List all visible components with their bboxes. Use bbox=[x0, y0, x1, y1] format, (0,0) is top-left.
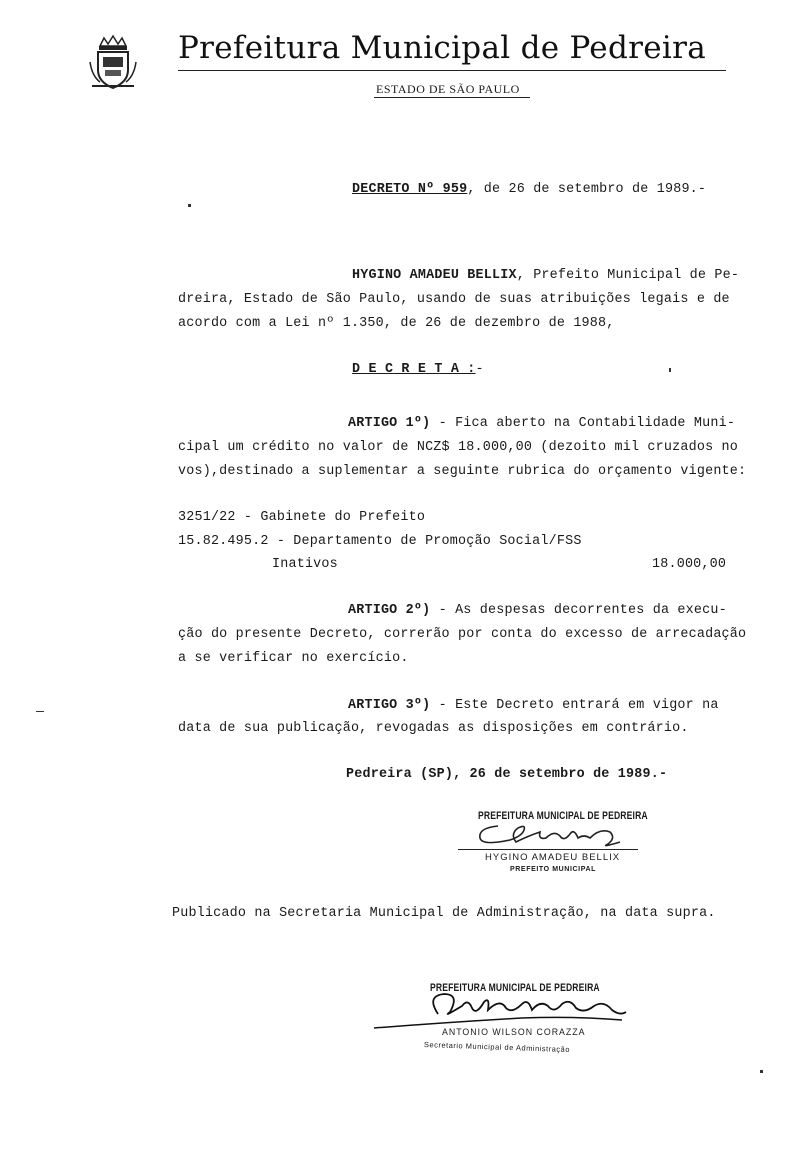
artigo1-label: ARTIGO 1º) bbox=[348, 416, 431, 431]
artigo1-line-2: cipal um crédito no valor de NCZ$ 18.000,00 (dezoito mil cruzados no bbox=[178, 440, 739, 455]
scan-speck bbox=[760, 1070, 763, 1073]
page-title: Prefeitura Municipal de Pedreira bbox=[178, 30, 706, 66]
signature1-role: PREFEITO MUNICIPAL bbox=[510, 866, 596, 873]
signature1-name: HYGINO AMADEU BELLIX bbox=[485, 852, 621, 863]
artigo1-line-1 bbox=[348, 416, 735, 431]
publication-note: Publicado na Secretaria Municipal de Administração, na data supra. bbox=[172, 906, 716, 921]
artigo3-label: ARTIGO 3º) bbox=[348, 698, 431, 713]
preamble-line-1 bbox=[352, 268, 739, 283]
decreta-tail: - bbox=[475, 362, 484, 377]
decree-date: , de 26 de setembro de 1989.- bbox=[467, 182, 707, 197]
coat-of-arms-icon bbox=[86, 32, 140, 92]
artigo2-line-1-text: - As despesas decorrentes da execu- bbox=[430, 603, 727, 618]
artigo3-line-1-text: - Este Decreto entrará em vigor na bbox=[430, 698, 719, 713]
decreta-heading bbox=[352, 362, 484, 377]
title-rule bbox=[178, 70, 726, 71]
artigo1-line-1-text: - Fica aberto na Contabilidade Muni- bbox=[430, 416, 736, 431]
signature2-handwritten-signature bbox=[372, 986, 632, 1032]
scan-speck bbox=[36, 711, 44, 712]
artigo3-line-2: data de sua publicação, revogadas as disposições em contrário. bbox=[178, 721, 689, 736]
artigo2-line-1 bbox=[348, 603, 727, 618]
signature1-stamp-header: PREFEITURA MUNICIPAL DE PEDREIRA bbox=[478, 810, 648, 822]
artigo1-line-3: vos),destinado a suplementar a seguinte rubrica do orçamento vigente: bbox=[178, 464, 747, 479]
decree-line bbox=[352, 182, 706, 197]
state-underline bbox=[374, 97, 530, 98]
state-subtitle: ESTADO DE SÃO PAULO bbox=[376, 82, 520, 96]
signature1-handwritten-signature bbox=[470, 820, 640, 850]
preamble-line-1-text: , Prefeito Municipal de Pe- bbox=[516, 268, 740, 283]
budget-row-3-label: Inativos bbox=[272, 557, 338, 572]
artigo3-line-1 bbox=[348, 698, 719, 713]
budget-row-3-value: 18.000,00 bbox=[652, 557, 727, 572]
budget-row-2: 15.82.495.2 - Departamento de Promoção Social/FSS bbox=[178, 534, 582, 549]
scan-speck bbox=[669, 368, 671, 372]
decree-number: DECRETO Nº 959 bbox=[352, 182, 468, 197]
signature2-stamp-header: PREFEITURA MUNICIPAL DE PEDREIRA bbox=[430, 982, 600, 994]
budget-row-1: 3251/22 - Gabinete do Prefeito bbox=[178, 510, 426, 525]
signature2-role: Secretario Municipal de Administração bbox=[423, 1040, 571, 1055]
mayor-name: HYGINO AMADEU BELLIX bbox=[352, 268, 517, 283]
decreta-label: D E C R E T A : bbox=[352, 362, 476, 377]
scan-speck bbox=[188, 204, 191, 207]
closing-place-date: Pedreira (SP), 26 de setembro de 1989.- bbox=[346, 767, 668, 782]
artigo2-line-3: a se verificar no exercício. bbox=[178, 651, 409, 666]
artigo2-label: ARTIGO 2º) bbox=[348, 603, 431, 618]
signature2-name: ANTONIO WILSON CORAZZA bbox=[442, 1027, 586, 1037]
artigo2-line-2: ção do presente Decreto, correrão por conta do excesso de arrecadação bbox=[178, 627, 747, 642]
preamble-line-2: dreira, Estado de São Paulo, usando de suas atribuições legais e de bbox=[178, 292, 730, 307]
signature1-line bbox=[458, 849, 638, 850]
preamble-line-3: acordo com a Lei nº 1.350, de 26 de dezembro de 1988, bbox=[178, 316, 615, 331]
